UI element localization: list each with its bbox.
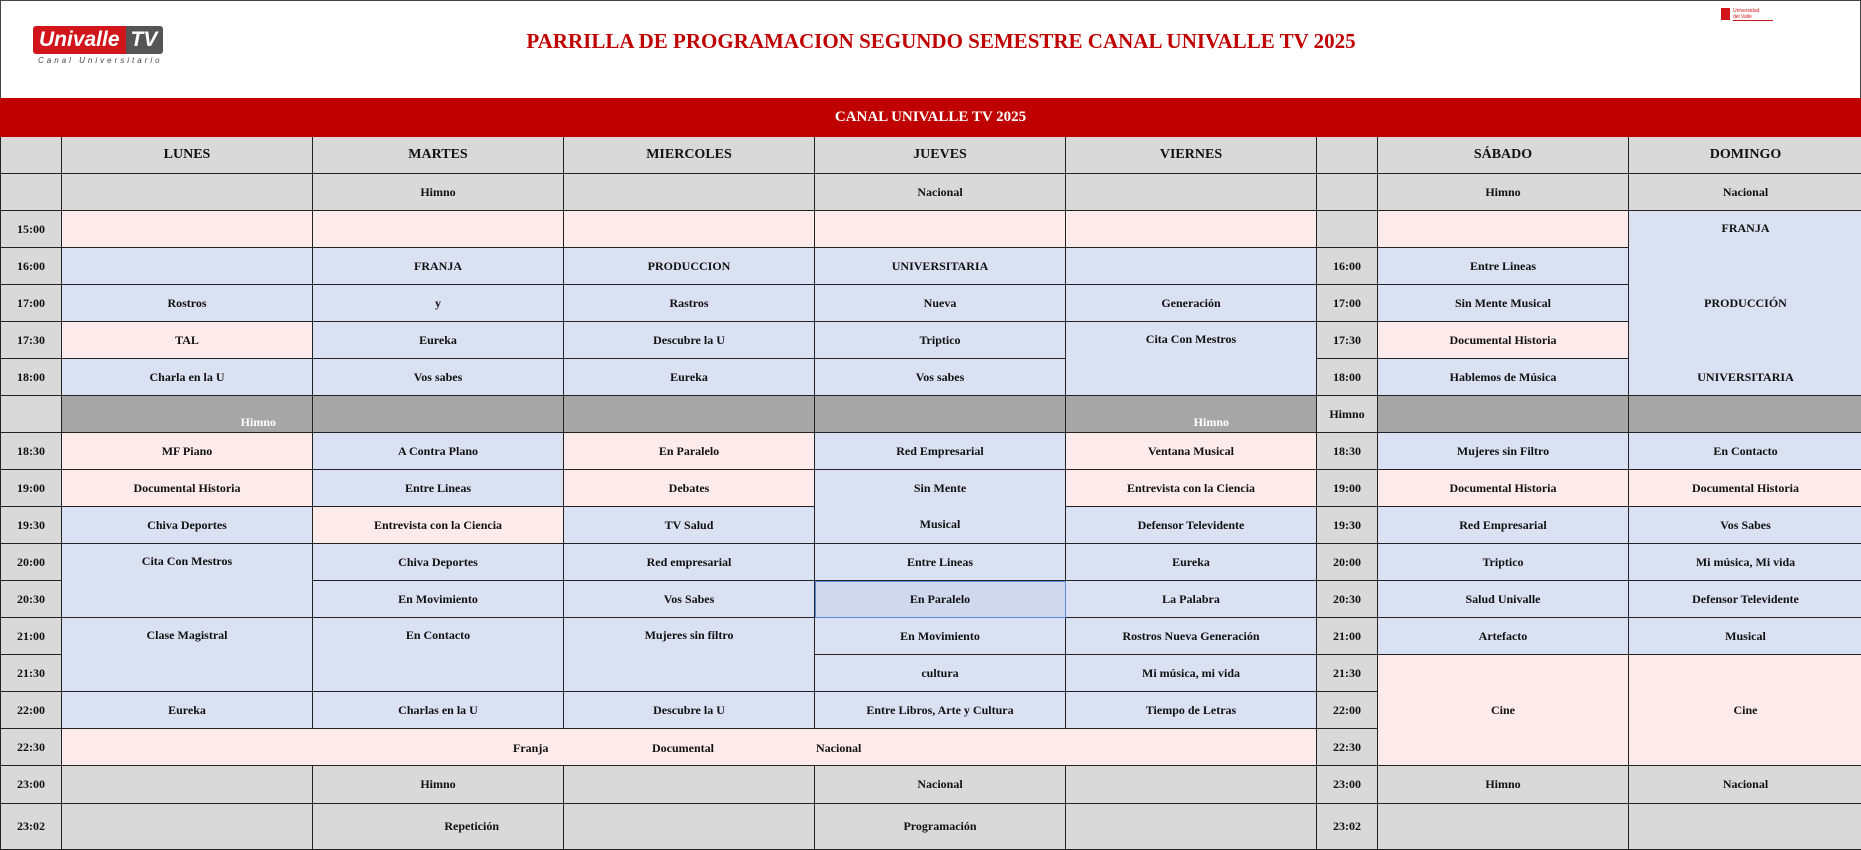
program-cell: Nueva [815, 285, 1066, 322]
program-cell: Clase Magistral [62, 618, 313, 692]
program-cell: FRANJA [313, 248, 564, 285]
program-cell: Entrevista con la Ciencia [1066, 470, 1317, 507]
day-header-martes: MARTES [313, 137, 564, 174]
program-cell: cultura [815, 655, 1066, 692]
franja-word: Franja [513, 741, 549, 755]
uv-logo-text [1733, 8, 1759, 20]
time-cell: 22:30 [1317, 729, 1378, 766]
program-cell [313, 211, 564, 248]
program-cell [1066, 804, 1317, 850]
page-title: PARRILLA DE PROGRAMACION SEGUNDO SEMESTRE CANAL UNIVALLE TV 2025 [526, 29, 1356, 53]
program-cell: UNIVERSITARIA [815, 248, 1066, 285]
time-cell: 17:30 [1, 322, 62, 359]
program-cell: Debates [564, 470, 815, 507]
program-cell: Entrevista con la Ciencia [313, 507, 564, 544]
time-cell: 16:00 [1, 248, 62, 285]
program-cell: Rostros Nueva Generación [1066, 618, 1317, 655]
himno-cell: Himno [313, 174, 564, 211]
program-cell: Generación [1066, 285, 1317, 322]
himno-cell: Nacional [1629, 174, 1861, 211]
program-cell: TAL [62, 322, 313, 359]
program-cell [62, 804, 313, 850]
program-cell: Vos Sabes [1629, 507, 1861, 544]
program-cell [62, 211, 313, 248]
program-cell: Vos Sabes [564, 581, 815, 618]
program-cell: Vos sabes [815, 359, 1066, 396]
corner-cell [1, 137, 62, 174]
program-cell: Descubre la U [564, 322, 815, 359]
program-cell [1378, 211, 1629, 248]
program-cell: Red empresarial [564, 544, 815, 581]
program-cell: Rastros [564, 285, 815, 322]
schedule-grid-closing-rows [0, 766, 1861, 850]
program-cell [62, 174, 313, 211]
program-cell: Entre Lineas [1378, 248, 1629, 285]
himno-cell: Himno [1378, 766, 1629, 804]
program-cell: y [313, 285, 564, 322]
program-cell: Hablemos de Música [1378, 359, 1629, 396]
program-cell [815, 396, 1066, 433]
time-cell: 21:00 [1, 618, 62, 655]
program-cell: Eureka [1066, 544, 1317, 581]
franja-line: UNIVERSITARIA [1697, 370, 1794, 384]
program-cell: Tiempo de Letras [1066, 692, 1317, 729]
program-cell [1066, 766, 1317, 804]
program-cell: Mi música, mi vida [1066, 655, 1317, 692]
program-cell: Triptico [1378, 544, 1629, 581]
program-cell: Vos sabes [313, 359, 564, 396]
program-cell [1066, 211, 1317, 248]
himno-cell: Nacional [815, 174, 1066, 211]
program-cell: En Paralelo [564, 433, 815, 470]
program-cell [1629, 804, 1861, 850]
time-cell: 18:00 [1, 359, 62, 396]
time-cell: 21:30 [1, 655, 62, 692]
uv-logo-line2: del Valle [1733, 14, 1752, 20]
time-cell [1317, 174, 1378, 211]
time-cell: 18:30 [1317, 433, 1378, 470]
program-cell: Eureka [62, 692, 313, 729]
time-cell [1317, 211, 1378, 248]
program-cell: Entre Lineas [815, 544, 1066, 581]
program-cell: PRODUCCION [564, 248, 815, 285]
program-cell [1378, 804, 1629, 850]
program-cell [564, 211, 815, 248]
program-cell: En Movimiento [815, 618, 1066, 655]
time-cell: 18:30 [1, 433, 62, 470]
day-header-miercoles: MIERCOLES [564, 137, 815, 174]
program-cell: Entre Libros, Arte y Cultura [815, 692, 1066, 729]
time-cell: 20:30 [1317, 581, 1378, 618]
program-cell: Charlas en la U [313, 692, 564, 729]
program-cell: Cine [1629, 655, 1861, 766]
program-cell: En Contacto [313, 618, 564, 692]
logo-univalle-text: Univalle [33, 26, 126, 54]
uv-logo-line1: Universidad [1733, 8, 1760, 14]
jueves-sin-mente-musical [815, 470, 1066, 544]
program-cell: Eureka [564, 359, 815, 396]
time-cell [1, 174, 62, 211]
program-cell: Rostros [62, 285, 313, 322]
franja-line: FRANJA [1721, 221, 1770, 235]
time-cell: 23:02 [1, 804, 62, 850]
time-cell: 19:00 [1, 470, 62, 507]
program-cell: En Contacto [1629, 433, 1861, 470]
himno-cell: Nacional [1629, 766, 1861, 804]
time-cell: 21:00 [1317, 618, 1378, 655]
program-cell: Musical [1629, 618, 1861, 655]
program-cell: Documental Historia [1378, 470, 1629, 507]
program-line: Musical [919, 517, 961, 532]
time-cell: 22:30 [1, 729, 62, 766]
logo-tagline: Canal Universitario [38, 56, 163, 65]
program-line: Sin Mente [913, 480, 967, 495]
time-cell: 16:00 [1317, 248, 1378, 285]
time-cell: 20:30 [1, 581, 62, 618]
program-cell: Cita Con Mestros [1066, 322, 1317, 396]
program-cell [62, 248, 313, 285]
program-cell: Charla en la U [62, 359, 313, 396]
weekend-time-header [1317, 137, 1378, 174]
time-cell: 15:00 [1, 211, 62, 248]
franja-documental-nacional [62, 729, 1317, 766]
program-cell [564, 396, 815, 433]
program-cell: Documental Historia [1629, 470, 1861, 507]
day-header-jueves: JUEVES [815, 137, 1066, 174]
program-cell: Chiva Deportes [62, 507, 313, 544]
program-cell: Entre Lineas [313, 470, 564, 507]
program-cell: Mujeres sin filtro [564, 618, 815, 692]
time-cell: 21:30 [1317, 655, 1378, 692]
program-cell: Defensor Televidente [1066, 507, 1317, 544]
repeticion-cell: Repetición [313, 804, 564, 850]
himno-cell: Nacional [815, 766, 1066, 804]
program-cell [564, 174, 815, 211]
program-cell [1066, 174, 1317, 211]
sheet-header [0, 0, 1861, 98]
time-cell: 20:00 [1, 544, 62, 581]
program-cell: A Contra Plano [313, 433, 564, 470]
program-cell: TV Salud [564, 507, 815, 544]
program-cell: Defensor Televidente [1629, 581, 1861, 618]
program-cell [1629, 396, 1861, 433]
program-cell: Red Empresarial [1378, 507, 1629, 544]
program-cell: Cita Con Mestros [62, 544, 313, 618]
program-cell: Artefacto [1378, 618, 1629, 655]
time-cell: 19:00 [1317, 470, 1378, 507]
time-cell: 23:02 [1317, 804, 1378, 850]
time-cell: 23:00 [1, 766, 62, 804]
program-cell: La Palabra [1066, 581, 1317, 618]
day-header-domingo: DOMINGO [1629, 137, 1861, 174]
channel-banner: CANAL UNIVALLE TV 2025 [0, 98, 1861, 137]
program-cell [564, 766, 815, 804]
time-cell: 18:00 [1317, 359, 1378, 396]
himno-cell: Himno [62, 396, 313, 433]
time-cell: 19:30 [1317, 507, 1378, 544]
time-cell: 22:00 [1317, 692, 1378, 729]
program-cell [815, 211, 1066, 248]
time-cell: Himno [1317, 396, 1378, 433]
franja-line: PRODUCCIÓN [1704, 295, 1787, 310]
himno-cell: Himno [1066, 396, 1317, 433]
programacion-cell: Programación [815, 804, 1066, 850]
domingo-franja-block [1629, 211, 1861, 396]
time-cell: 23:00 [1317, 766, 1378, 804]
time-cell: 17:00 [1317, 285, 1378, 322]
logo-tv-text: TV [126, 26, 164, 54]
time-cell: 19:30 [1, 507, 62, 544]
program-cell: Chiva Deportes [313, 544, 564, 581]
program-cell: Mujeres sin Filtro [1378, 433, 1629, 470]
time-cell: 17:30 [1317, 322, 1378, 359]
university-shield-icon [1721, 8, 1730, 20]
day-header-sabado: SÁBADO [1378, 137, 1629, 174]
program-cell: Cine [1378, 655, 1629, 766]
program-cell: Salud Univalle [1378, 581, 1629, 618]
himno-cell: Himno [1378, 174, 1629, 211]
program-cell: Triptico [815, 322, 1066, 359]
program-cell: Documental Historia [62, 470, 313, 507]
program-cell: MF Piano [62, 433, 313, 470]
program-cell: Sin Mente Musical [1378, 285, 1629, 322]
selected-program-cell[interactable]: En Paralelo [815, 581, 1066, 618]
program-cell [1378, 396, 1629, 433]
universidad-del-valle-logo [1721, 8, 1773, 22]
time-cell: 20:00 [1317, 544, 1378, 581]
uv-logo-underline [1733, 20, 1773, 21]
himno-cell: Himno [313, 766, 564, 804]
program-cell [313, 396, 564, 433]
time-cell [1, 396, 62, 433]
program-cell [62, 766, 313, 804]
program-cell: Ventana Musical [1066, 433, 1317, 470]
program-cell [1066, 248, 1317, 285]
program-cell [564, 804, 815, 850]
day-header-lunes: LUNES [62, 137, 313, 174]
program-cell: Eureka [313, 322, 564, 359]
time-cell: 22:00 [1, 692, 62, 729]
program-cell: En Movimiento [313, 581, 564, 618]
schedule-grid [0, 137, 1861, 850]
program-cell: Documental Historia [1378, 322, 1629, 359]
day-header-viernes: VIERNES [1066, 137, 1317, 174]
program-cell: Mi música, Mi vida [1629, 544, 1861, 581]
franja-word: Documental [652, 741, 714, 755]
program-cell: Descubre la U [564, 692, 815, 729]
program-cell: Red Empresarial [815, 433, 1066, 470]
time-cell: 17:00 [1, 285, 62, 322]
franja-word: Nacional [816, 741, 862, 755]
